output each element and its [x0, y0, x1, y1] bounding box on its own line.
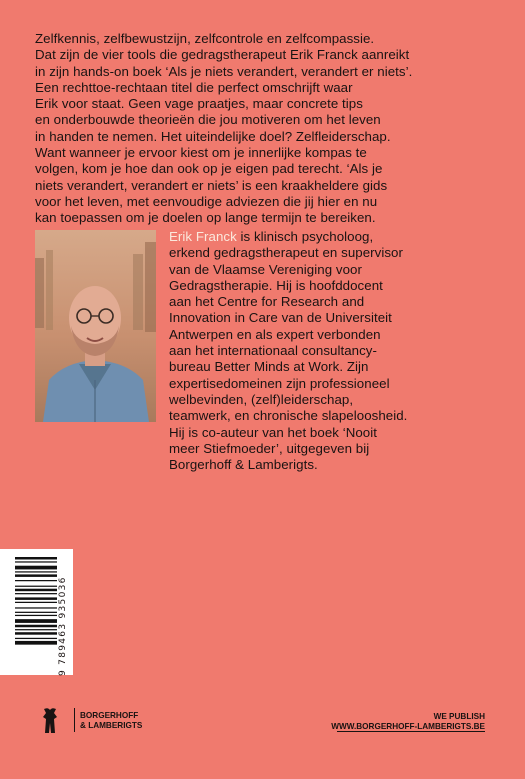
barcode-bar — [15, 571, 57, 572]
publisher-name — [80, 711, 142, 731]
blurb-line: in handen te nemen. Het uiteindelijke doel? Zelfleiderschap. — [35, 128, 391, 144]
bio-line: welbevinden, (zelf)leiderschap, — [169, 391, 354, 407]
barcode-bar — [15, 574, 57, 577]
barcode-bar — [15, 641, 57, 645]
tagline-text: WE PUBLISH — [433, 712, 485, 721]
blurb-line: Zelfkennis, zelfbewustzijn, zelfcontrole en zelfcompassie. — [35, 31, 375, 46]
bio-first-line — [169, 229, 499, 245]
barcode-bar — [15, 589, 57, 592]
tagline-underline — [337, 731, 485, 732]
barcode-bar — [15, 607, 57, 608]
barcode-bar — [15, 625, 57, 628]
barcode-bar — [15, 615, 57, 616]
bio-line: meer Stiefmoeder’, uitgegeven bij — [169, 440, 370, 456]
bio-line: Antwerpen en als expert verbonden — [169, 326, 381, 342]
bio-line: Borgerhoff & Lamberigts. — [169, 457, 318, 473]
barcode-bar — [15, 632, 57, 635]
blurb-line: volgen, kom je hoe dan ook op je eigen pad terecht. ‘Als je — [35, 161, 383, 177]
barcode-bar — [15, 612, 57, 613]
publisher-website: WWW.BORGERHOFF-LAMBERIGTS.BE — [331, 722, 485, 731]
author-photo — [35, 230, 156, 422]
barcode-bar — [15, 602, 57, 603]
blurb-line: en onderbouwde theorieën die jou motiveren om het leven — [35, 112, 381, 128]
bio-line: bureau Better Minds at Work. Zijn — [169, 359, 369, 375]
publisher-name-line: BORGERHOFF — [80, 711, 139, 720]
publisher-name-line: & LAMBERIGTS — [80, 721, 143, 730]
barcode-bar — [15, 566, 57, 570]
back-cover-blurb — [35, 31, 495, 227]
blurb-line: kan toepassen om je doelen op lange termijn te bereiken. — [35, 210, 376, 226]
bio-line: aan het internationaal consultancy- — [169, 343, 377, 359]
barcode-bar — [15, 629, 57, 630]
author-name: Erik Franck — [169, 229, 237, 244]
bio-line: is klinisch psycholoog, — [236, 229, 374, 244]
bio-line: teamwerk, en chronische slapeloosheid. — [169, 408, 408, 424]
blurb-line: Dat zijn de vier tools die gedragstherapeut Erik Franck aanreikt — [35, 47, 410, 63]
blurb-line: niets verandert, verandert er niets’ is een kraakheldere gids — [35, 177, 388, 193]
isbn-digits: 9 789463 935036 — [58, 576, 68, 676]
blurb-line: voor het leven, met eenvoudige adviezen die jij hier en nu — [35, 193, 378, 209]
barcode-bar — [15, 593, 57, 594]
publisher-tagline — [331, 712, 485, 732]
author-portrait-illustration — [35, 230, 156, 422]
bio-line: erkend gedragstherapeut en supervisor — [169, 245, 403, 261]
blurb-line: Want wanneer je ervoor kiest om je innerlijke kompas te — [35, 145, 367, 161]
bio-line: aan het Centre for Research and — [169, 294, 365, 310]
blurb-line: Een rechttoe-rechtaan titel die perfect omschrijft waar — [35, 79, 353, 95]
publisher-divider — [74, 708, 75, 732]
barcode-bar — [15, 561, 57, 562]
barcode-bar — [15, 597, 57, 600]
barcode-bar — [15, 580, 57, 581]
author-bio — [169, 229, 499, 473]
barcode-bar — [15, 619, 57, 623]
bio-line: Innovation in Care van de Universiteit — [169, 310, 392, 326]
barcode-bar — [15, 638, 57, 639]
barcode-bar — [15, 586, 57, 587]
barcode-bars — [15, 557, 57, 667]
blurb-line: Erik voor staat. Geen vage praatjes, maar concrete tips — [35, 96, 363, 112]
bio-line: Gedragstherapie. Hij is hoofddocent — [169, 277, 383, 293]
blurb-line: in zijn hands-on boek ‘Als je niets verandert, verandert er niets’. — [35, 63, 413, 79]
publisher-logo-icon — [38, 707, 62, 735]
bio-line: van de Vlaamse Vereniging voor — [169, 261, 362, 277]
barcode-bar — [15, 557, 57, 560]
bio-line: Hij is co-auteur van het boek ‘Nooit — [169, 424, 378, 440]
bio-line: expertisedomeinen zijn professioneel — [169, 375, 390, 391]
